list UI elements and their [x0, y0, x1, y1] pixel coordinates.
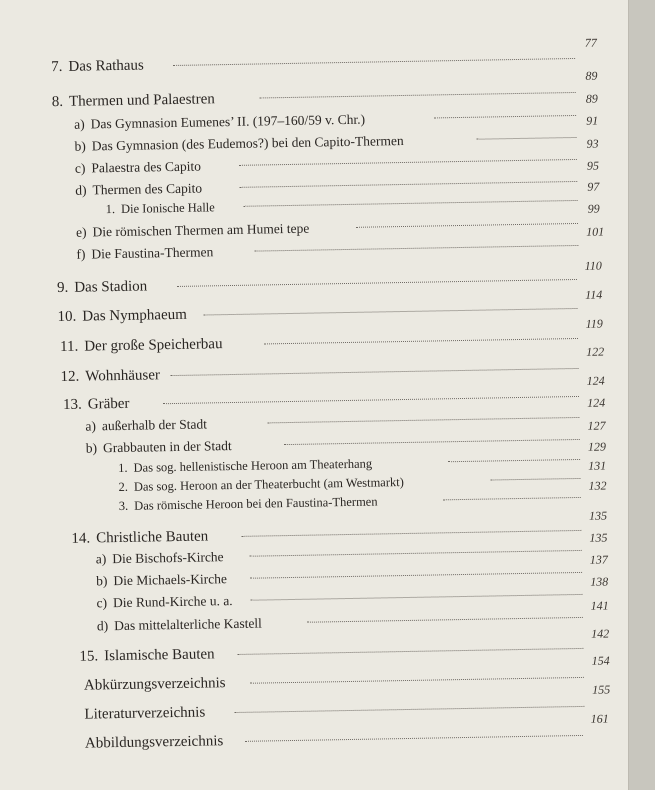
page-number: 161: [590, 711, 609, 726]
entry-title: Christliche Bauten: [96, 528, 209, 547]
entry-title: Abkürzungsverzeichnis: [83, 675, 226, 694]
dot-leader: [284, 437, 580, 445]
dot-leader: [250, 548, 582, 557]
dot-leader: [234, 704, 584, 713]
entry-number: d): [96, 618, 109, 634]
dot-leader: [171, 366, 579, 376]
page-number: 93: [586, 136, 599, 151]
entry-title: Die römischen Thermen am Humei tepe: [92, 220, 310, 240]
entry-title: Gräber: [87, 395, 130, 413]
entry-title: Das sog. Heroon an der Theaterbucht (am Westmarkt): [133, 475, 404, 494]
toc-entry-wohnhaeuser: [60, 367, 160, 385]
entry-title: Das mittelalterliche Kastell: [114, 615, 262, 634]
dot-leader: [356, 221, 578, 228]
toc-entry-ionische-halle: [106, 199, 215, 217]
entry-number: 15.: [79, 648, 99, 665]
entry-title: Das Rathaus: [68, 57, 144, 75]
dot-leader: [264, 336, 578, 344]
entry-title: Das Gymnasion (des Eudemos?) bei den Capito-Thermen: [91, 132, 404, 154]
page-number: 99: [587, 201, 600, 216]
page-number: 129: [587, 439, 607, 454]
toc-entry-grabbauten: [86, 438, 232, 457]
page-number: 137: [589, 552, 608, 567]
page-number: 95: [586, 158, 600, 173]
entry-title: Die Bischofs-Kirche: [112, 549, 224, 567]
entry-number: 14.: [71, 530, 91, 547]
toc-entry-faustina: [76, 244, 213, 262]
entry-title: Das Nymphaeum: [82, 306, 187, 325]
dot-leader: [241, 528, 581, 537]
page-number: 135: [588, 508, 608, 523]
entry-number: 11.: [59, 338, 79, 356]
dot-leader: [250, 592, 582, 601]
entry-title: Das Stadion: [74, 278, 148, 296]
dot-leader: [244, 198, 578, 207]
toc-entry-rund-kirche: [96, 593, 232, 611]
dot-leader: [239, 179, 577, 188]
toc-entry-palaestra: [75, 159, 201, 177]
entry-number: 1.: [118, 460, 128, 476]
entry-title: Die Faustina-Thermen: [91, 244, 214, 262]
page-number: 91: [586, 113, 599, 128]
entry-number: b): [85, 440, 98, 456]
toc-entry-heroon-theaterhang: [118, 456, 372, 476]
entry-number: c): [74, 160, 86, 176]
toc-entry-heroon-theaterbucht: [118, 474, 404, 495]
entry-number: c): [96, 595, 108, 611]
entry-number: 8.: [51, 93, 64, 111]
dot-leader: [203, 306, 577, 316]
page-number: 127: [587, 418, 606, 433]
page-number: 89: [585, 91, 598, 106]
dot-leader: [443, 495, 581, 500]
dot-leader: [163, 394, 579, 404]
page-number: 101: [586, 224, 605, 239]
entry-title: Die Rund-Kirche u. a.: [112, 593, 233, 611]
entry-number: 10.: [57, 308, 77, 326]
dot-leader: [237, 646, 583, 655]
toc-entry-stadion: [57, 278, 147, 296]
toc-entry-ausserhalb: [85, 416, 207, 434]
dot-leader: [490, 476, 580, 481]
page-number: 135: [589, 530, 608, 545]
toc-entry-rathaus: [51, 58, 144, 76]
entry-title: Grabbauten in der Stadt: [102, 438, 232, 456]
page-number: 124: [586, 395, 606, 410]
entry-number: a): [95, 551, 107, 567]
toc-entry-speicherbau: [60, 336, 223, 355]
entry-title: Der große Speicherbau: [84, 336, 223, 355]
entry-title: Literaturverzeichnis: [84, 704, 206, 723]
entry-title: Das sog. hellenistische Heroon am Theaterhang: [133, 456, 373, 475]
page-number: 97: [587, 179, 600, 194]
page-number: 131: [588, 458, 607, 473]
page-number: 122: [586, 344, 605, 359]
page-number: 141: [590, 598, 609, 613]
dot-leader: [250, 675, 584, 684]
entry-number: 2.: [118, 479, 129, 495]
entry-title: Die Michaels-Kirche: [113, 571, 228, 589]
entry-number: b): [96, 573, 108, 589]
page-number: 154: [591, 653, 610, 668]
dot-leader: [239, 157, 577, 166]
toc-entry-abkuerzungsverzeichnis: [84, 675, 226, 693]
toc-entry-abbildungsverzeichnis: [85, 733, 224, 751]
entry-number: b): [74, 138, 86, 154]
entry-number: 13.: [62, 396, 82, 413]
page-number: 132: [588, 478, 607, 493]
toc-entry-gymnasion-eudemos: [74, 133, 403, 155]
entry-title: Die Ionische Halle: [120, 200, 215, 216]
dot-leader: [448, 457, 580, 462]
dot-leader: [250, 570, 582, 579]
entry-title: Das Gymnasion Eumenes’ II. (197–160/59 v. Chr.): [90, 111, 366, 132]
toc-entry-islamische-bauten: [79, 646, 214, 664]
entry-number: a): [85, 418, 97, 434]
page-number: 142: [591, 626, 610, 641]
entry-title: Thermen des Capito: [92, 180, 203, 198]
toc-entry-christliche-bauten: [71, 528, 208, 546]
entry-number: e): [75, 224, 87, 240]
entry-title: Das römische Heroon bei den Faustina-Thermen: [134, 494, 378, 513]
entry-number: a): [74, 116, 85, 132]
toc-entry-thermen: [52, 91, 215, 110]
entry-number: 9.: [56, 279, 69, 297]
toc-entry-graeber: [63, 396, 130, 413]
toc-entry-thermen-capito: [75, 181, 202, 199]
page-number: 119: [585, 316, 603, 331]
toc-entry-nymphaeum: [57, 307, 187, 325]
page-number: 77: [584, 35, 597, 50]
entry-title: Palaestra des Capito: [91, 158, 202, 176]
page-number: 124: [586, 373, 605, 388]
entry-number: 12.: [60, 368, 80, 385]
toc-entry-literaturverzeichnis: [84, 705, 205, 723]
page-number: 114: [585, 287, 603, 302]
entry-title: Wohnhäuser: [85, 367, 161, 385]
toc-entry-heroon-faustina: [119, 493, 378, 514]
dot-leader: [307, 615, 583, 623]
toc-entry-gymnasion-eumenes: [74, 112, 365, 133]
dot-leader: [434, 113, 576, 118]
entry-title: außerhalb der Stadt: [101, 416, 208, 434]
entry-title: Thermen und Palaestren: [68, 91, 215, 110]
entry-title: Islamische Bauten: [104, 646, 215, 665]
entry-number: 1.: [105, 202, 116, 217]
dot-leader: [254, 243, 578, 252]
page-number: 110: [584, 258, 602, 273]
entry-number: f): [76, 246, 86, 262]
dot-leader: [177, 277, 577, 287]
dot-leader: [476, 135, 576, 140]
entry-number: 3.: [118, 498, 129, 514]
dot-leader: [267, 415, 579, 423]
page-number: 138: [590, 574, 609, 589]
toc-entry-kastell: [97, 616, 262, 635]
toc-entry-bischofs-kirche: [96, 549, 224, 567]
entry-number: 7.: [51, 58, 63, 76]
toc-entry-humei-tepe: [76, 221, 310, 241]
dot-leader: [173, 56, 575, 66]
entry-title: Abbildungsverzeichnis: [84, 733, 224, 752]
page-number: 89: [585, 68, 598, 83]
toc-entry-michaels-kirche: [96, 571, 227, 589]
entry-number: d): [75, 182, 87, 198]
dot-leader: [260, 90, 576, 99]
dot-leader: [245, 733, 583, 742]
page-number: 155: [592, 682, 611, 697]
